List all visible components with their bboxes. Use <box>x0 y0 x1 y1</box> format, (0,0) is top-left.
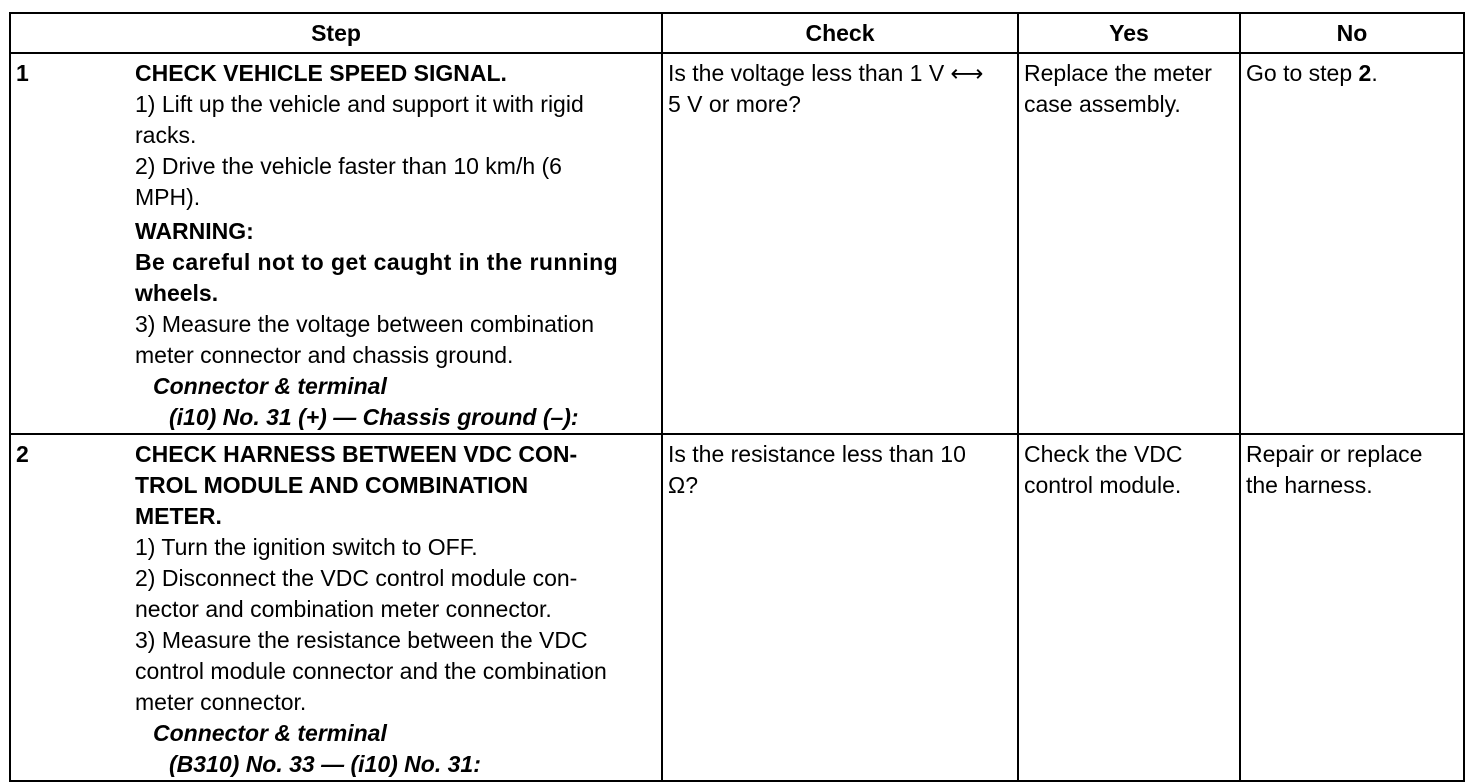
table-header-row <box>10 13 1464 53</box>
warning-line: Be careful not to get caught in the running <box>135 249 619 275</box>
no-cell <box>1240 53 1464 434</box>
yes-line: case assembly. <box>1024 91 1181 117</box>
table-row <box>10 434 1464 781</box>
warning-label: WARNING: <box>135 218 254 244</box>
no-line: Repair or replace <box>1246 441 1423 467</box>
step-title: METER. <box>135 503 222 529</box>
yes-cell <box>1018 53 1240 434</box>
check-cell <box>662 434 1018 781</box>
no-prefix: Go to step <box>1246 60 1359 86</box>
step-line: meter connector. <box>135 689 307 715</box>
check-line: 5 V or more? <box>668 91 801 117</box>
header-step: Step <box>10 13 662 53</box>
step-title: CHECK HARNESS BETWEEN VDC CON- <box>135 441 578 467</box>
step-line: 2) Disconnect the VDC control module con- <box>135 565 578 591</box>
step-line: meter connector and chassis ground. <box>135 342 514 368</box>
step-number: 1 <box>16 60 29 86</box>
step-line: racks. <box>135 122 197 148</box>
step-line: 3) Measure the resistance between the VDC <box>135 627 588 653</box>
header-yes: Yes <box>1018 13 1240 53</box>
step-line: MPH). <box>135 184 201 210</box>
step-line: 1) Turn the ignition switch to OFF. <box>135 534 478 560</box>
no-line: the harness. <box>1246 472 1373 498</box>
header-no: No <box>1240 13 1464 53</box>
connector-label: Connector & terminal <box>153 720 387 746</box>
yes-line: Replace the meter <box>1024 60 1212 86</box>
diagnostic-table <box>9 12 1465 782</box>
step-line: 1) Lift up the vehicle and support it with rigid <box>135 91 584 117</box>
check-line: Ω? <box>668 472 698 498</box>
step-line: 3) Measure the voltage between combination <box>135 311 595 337</box>
step-body <box>11 54 661 433</box>
step-body <box>11 435 661 780</box>
step-line: 2) Drive the vehicle faster than 10 km/h (6 <box>135 153 562 179</box>
header-check: Check <box>662 13 1018 53</box>
step-line: control module connector and the combination <box>135 658 607 684</box>
no-cell <box>1240 434 1464 781</box>
table-row <box>10 53 1464 434</box>
no-step-ref: 2 <box>1358 60 1372 86</box>
check-cell <box>662 53 1018 434</box>
connector-label: Connector & terminal <box>153 373 387 399</box>
step-cell <box>10 434 662 781</box>
step-cell <box>10 53 662 434</box>
check-line: Is the resistance less than 10 <box>668 441 966 467</box>
yes-line: Check the VDC <box>1024 441 1183 467</box>
connector-value: (i10) No. 31 (+) — Chassis ground (–): <box>169 404 579 430</box>
yes-cell <box>1018 434 1240 781</box>
warning-line: wheels. <box>135 280 219 306</box>
step-title: CHECK VEHICLE SPEED SIGNAL. <box>135 60 507 86</box>
check-line: Is the voltage less than 1 V ⟷ <box>668 60 984 86</box>
connector-value: (B310) No. 33 — (i10) No. 31: <box>169 751 481 777</box>
step-line: nector and combination meter connector. <box>135 596 552 622</box>
yes-line: control module. <box>1024 472 1182 498</box>
step-title: TROL MODULE AND COMBINATION <box>135 472 529 498</box>
step-number: 2 <box>16 441 29 467</box>
no-suffix: . <box>1371 60 1378 86</box>
